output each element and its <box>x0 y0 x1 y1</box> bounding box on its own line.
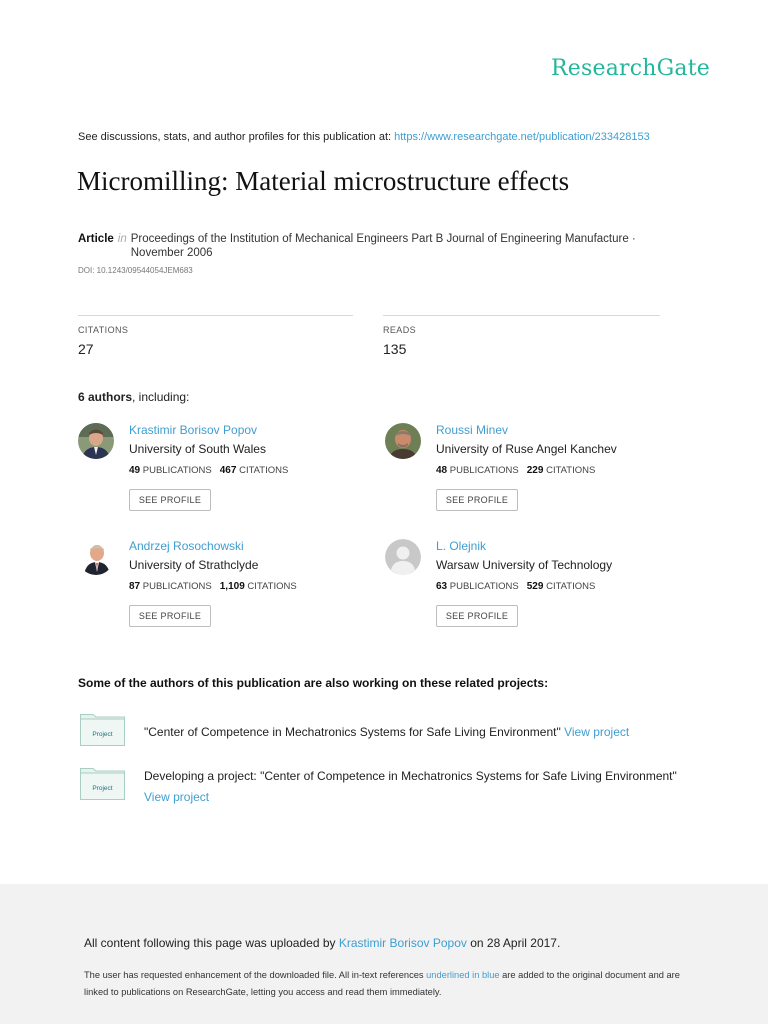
doi: DOI: 10.1243/09544054JEM683 <box>78 266 193 275</box>
enhancement-notice <box>84 967 704 1001</box>
reads-label: READS <box>383 325 417 335</box>
underlined-in-blue-link[interactable]: underlined in blue <box>426 970 500 980</box>
author-name-link[interactable]: Andrzej Rosochowski <box>129 539 244 553</box>
project-title: "Center of Competence in Mechatronics Systems for Safe Living Environment" <box>144 725 561 739</box>
citations-count: 529 <box>526 581 544 592</box>
publications-count: 49 <box>129 465 141 476</box>
enhancement-text-post: are added to the original document and are linked to publications on ResearchGate, letting you access and read them immediately. <box>84 970 680 997</box>
reads-divider <box>383 315 660 316</box>
see-profile-button[interactable]: SEE PROFILE <box>129 489 211 511</box>
author-name-link[interactable]: Roussi Minev <box>436 423 509 437</box>
author-stats <box>129 581 297 592</box>
author-name-link[interactable]: Krastimir Borisov Popov <box>129 423 258 437</box>
researchgate-logo[interactable]: ResearchGate <box>551 56 710 81</box>
discussion-text: See discussions, stats, and author profiles for this publication at: <box>78 131 395 143</box>
uploader-link[interactable]: Krastimir Borisov Popov <box>338 936 467 950</box>
author-avatar[interactable] <box>385 423 421 459</box>
discussion-line <box>78 131 650 143</box>
view-project-link[interactable]: View project <box>144 790 210 804</box>
citations-count: 1,109 <box>219 581 245 592</box>
author-institution: University of Strathclyde <box>129 558 259 572</box>
project-title: Developing a project: "Center of Competence in Mechatronics Systems for Safe Living Environment" <box>144 769 677 783</box>
upload-notice-pre: All content following this page was uploaded by <box>84 936 339 950</box>
publications-label: PUBLICATIONS <box>449 465 519 476</box>
author-institution: Warsaw University of Technology <box>436 558 613 572</box>
project-label: Project <box>92 785 113 792</box>
author-stats <box>436 465 595 476</box>
publications-label: PUBLICATIONS <box>142 465 212 476</box>
author-avatar[interactable] <box>78 423 114 459</box>
upload-footer <box>0 884 768 1024</box>
in-word: in <box>117 233 127 245</box>
publications-count: 48 <box>436 465 448 476</box>
enhancement-text-pre: The user has requested enhancement of the downloaded file. All in-text references <box>84 970 427 980</box>
project-label: Project <box>92 731 113 738</box>
citations-count: 27 <box>78 341 94 357</box>
journal-venue: Proceedings of the Institution of Mechanical Engineers Part B Journal of Engineering Manufacture · November 2006 <box>130 233 636 259</box>
publications-count: 87 <box>129 581 141 592</box>
publication-title: Micromilling: Material microstructure effects <box>77 166 570 196</box>
publications-label: PUBLICATIONS <box>449 581 519 592</box>
upload-notice-date: on 28 April 2017. <box>466 936 561 950</box>
author-card <box>78 423 378 518</box>
publication-meta <box>78 232 678 260</box>
citations-count: 467 <box>219 465 237 476</box>
authors-heading <box>78 390 189 404</box>
project-folder-icon[interactable] <box>80 768 125 800</box>
publications-count: 63 <box>436 581 448 592</box>
citations-count: 229 <box>526 465 544 476</box>
project-text-line <box>144 766 704 808</box>
citations-label: CITATIONS <box>78 325 129 335</box>
author-card <box>78 539 378 634</box>
citations-divider <box>78 315 353 316</box>
author-name-link[interactable]: L. Olejnik <box>436 539 487 553</box>
author-stats <box>129 465 288 476</box>
see-profile-button[interactable]: SEE PROFILE <box>436 605 518 627</box>
project-folder-icon[interactable] <box>80 714 125 746</box>
citations-label: CITATIONS <box>239 465 289 476</box>
upload-notice <box>84 936 560 950</box>
project-text-line <box>144 722 704 743</box>
author-avatar[interactable] <box>78 539 114 575</box>
related-projects-heading: Some of the authors of this publication are also working on these related projects: <box>78 676 549 690</box>
author-institution: University of Ruse Angel Kanchev <box>436 442 617 456</box>
author-stats <box>436 581 595 592</box>
publications-label: PUBLICATIONS <box>142 581 212 592</box>
citations-label: CITATIONS <box>247 581 297 592</box>
authors-heading-rest: , including: <box>132 390 190 404</box>
article-type: Article <box>78 233 114 245</box>
author-card <box>385 539 685 634</box>
citations-label: CITATIONS <box>546 581 596 592</box>
publication-url-link[interactable]: https://www.researchgate.net/publication/233428153 <box>394 131 650 143</box>
reads-count: 135 <box>383 341 407 357</box>
author-avatar-placeholder[interactable] <box>385 539 421 575</box>
citations-label: CITATIONS <box>546 465 596 476</box>
authors-count: 6 authors <box>78 390 133 404</box>
see-profile-button[interactable]: SEE PROFILE <box>129 605 211 627</box>
author-institution: University of South Wales <box>129 442 266 456</box>
see-profile-button[interactable]: SEE PROFILE <box>436 489 518 511</box>
author-card <box>385 423 685 518</box>
view-project-link[interactable]: View project <box>564 725 630 739</box>
